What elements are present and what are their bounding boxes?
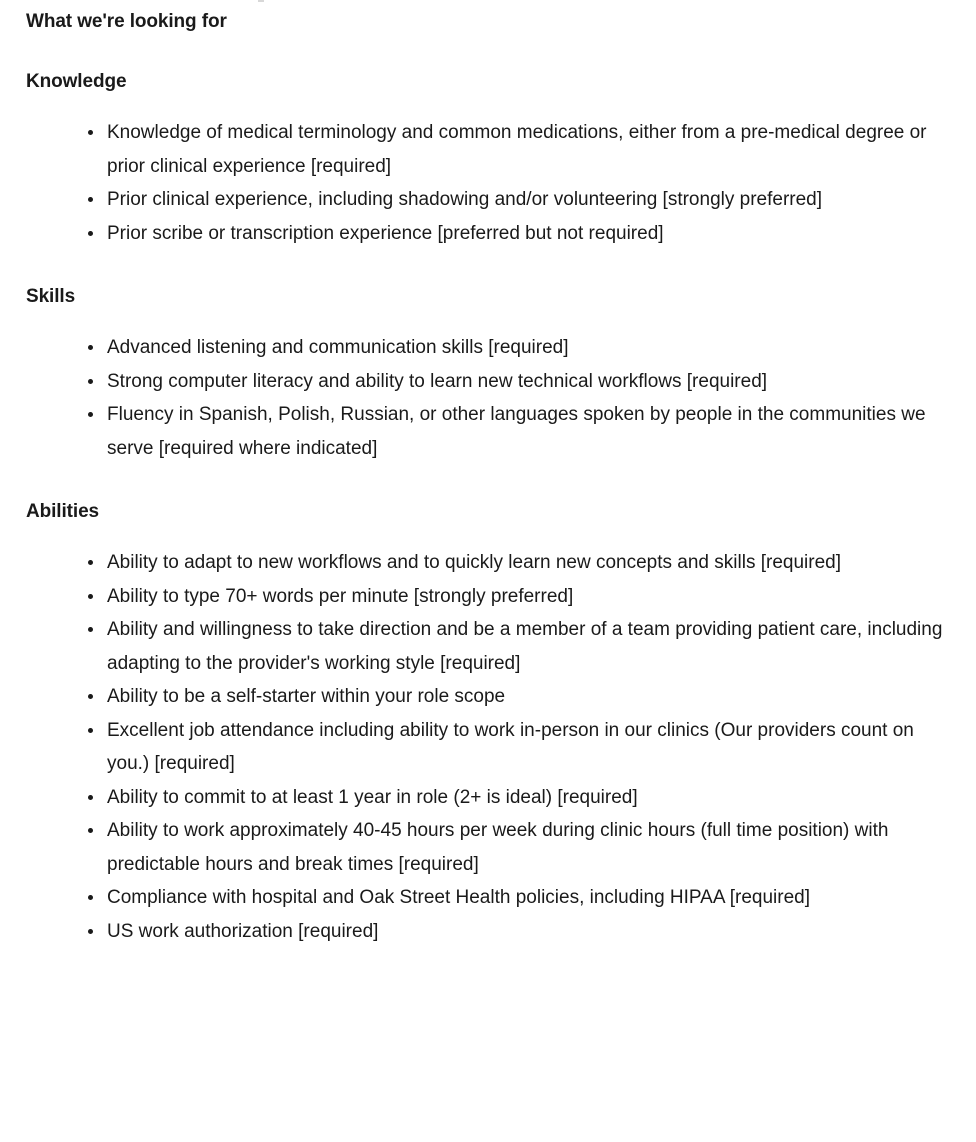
list-item <box>26 613 950 680</box>
bullet-point-icon <box>88 594 93 599</box>
section-abilities <box>26 465 950 948</box>
list-item <box>26 714 950 781</box>
list-item-text: Advanced listening and communication skills [required] <box>107 337 569 358</box>
list-item-text: Ability to be a self-starter within your role scope <box>107 686 506 707</box>
bullet-point-icon <box>88 929 93 934</box>
section-skills <box>26 250 950 465</box>
bullet-point-icon <box>88 379 93 384</box>
list-item-text: Excellent job attendance including ability to work in-person in our clinics (Our providers count on you.) [required] <box>107 719 914 774</box>
list-item <box>26 365 950 399</box>
list-item-text: Prior scribe or transcription experience [preferred but not required] <box>107 222 664 244</box>
requirements-list <box>26 95 950 250</box>
bullet-point-icon <box>88 728 93 733</box>
bullet-point-icon <box>88 694 93 699</box>
bullet-point-icon <box>88 627 93 632</box>
list-item-text: Knowledge of medical terminology and common medications, either from a pre-medical degree or prior clinical experience [required] <box>107 122 927 177</box>
page-title: What we're looking for <box>26 11 227 32</box>
bullet-point-icon <box>88 895 93 900</box>
list-item <box>26 814 950 881</box>
list-item <box>26 546 950 580</box>
list-item-text: Ability to commit to at least 1 year in role (2+ is ideal) [required] <box>107 786 638 808</box>
list-item <box>26 116 950 183</box>
bullet-point-icon <box>88 412 93 417</box>
requirements-list <box>26 310 950 465</box>
list-item-text: Strong computer literacy and ability to learn new technical workflows [required] <box>107 370 768 392</box>
bullet-point-icon <box>88 560 93 565</box>
list-item-text: Ability and willingness to take direction and be a member of a team providing patient care, including adapting to the provider's working style [required] <box>107 619 943 674</box>
list-item <box>26 331 950 365</box>
list-item-text: Ability to work approximately 40-45 hours per week during clinic hours (full time position) with predictable hours and break times [required] <box>107 820 889 875</box>
list-item-text: Compliance with hospital and Oak Street Health policies, including HIPAA [required] <box>107 887 811 908</box>
bullet-point-icon <box>88 197 93 202</box>
section-heading: Knowledge <box>26 71 127 92</box>
list-item-text: US work authorization [required] <box>107 920 379 942</box>
sections-container <box>26 35 950 948</box>
list-item <box>26 183 950 217</box>
list-item-text: Ability to type 70+ words per minute [strongly preferred] <box>107 585 574 607</box>
list-item <box>26 398 950 465</box>
section-knowledge <box>26 35 950 250</box>
clipped-text-remnant <box>258 0 264 2</box>
list-item <box>26 881 950 915</box>
section-heading: Skills <box>26 286 76 307</box>
list-item-text: Ability to adapt to new workflows and to quickly learn new concepts and skills [required] <box>107 552 841 573</box>
list-item <box>26 781 950 815</box>
list-item <box>26 915 950 949</box>
bullet-point-icon <box>88 795 93 800</box>
list-item <box>26 217 950 251</box>
bullet-point-icon <box>88 231 93 236</box>
bullet-point-icon <box>88 345 93 350</box>
section-heading: Abilities <box>26 501 100 522</box>
requirements-list <box>26 525 950 948</box>
list-item-text: Prior clinical experience, including shadowing and/or volunteering [strongly preferred] <box>107 189 823 210</box>
bullet-point-icon <box>88 130 93 135</box>
bullet-point-icon <box>88 828 93 833</box>
list-item-text: Fluency in Spanish, Polish, Russian, or other languages spoken by people in the communities we serve [required where indicated] <box>107 404 926 459</box>
list-item <box>26 580 950 614</box>
list-item <box>26 680 950 714</box>
